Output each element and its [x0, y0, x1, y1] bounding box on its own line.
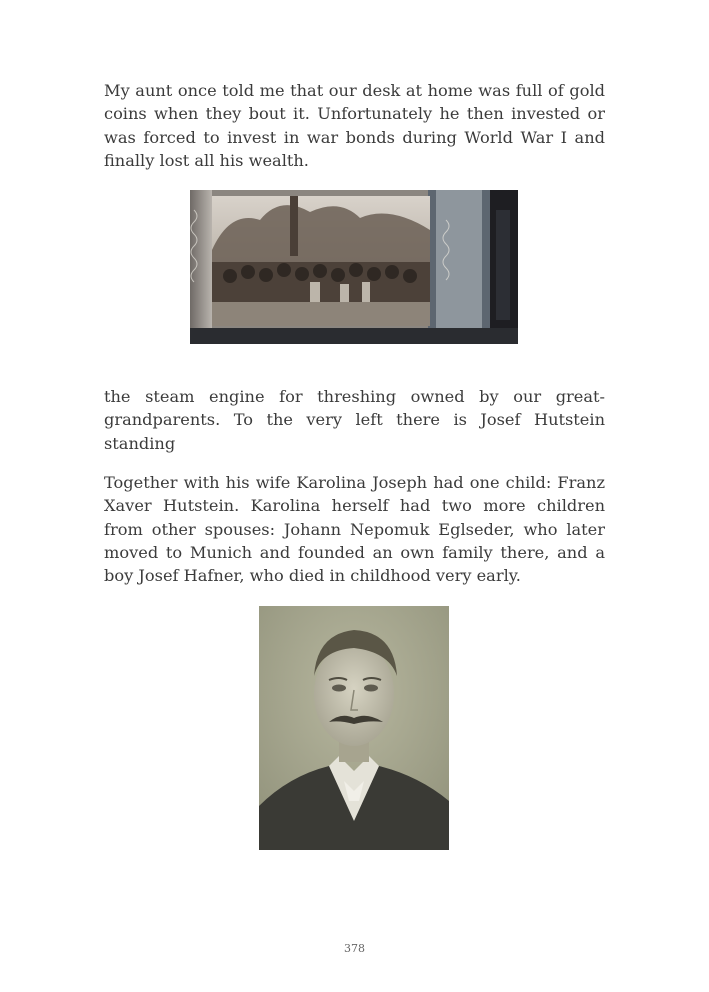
paragraph-steam-engine-caption: the steam engine for threshing owned by our great-grandparents. To the very left there is Josef Hutstein standing	[104, 387, 605, 453]
portrait-photo-icon	[259, 606, 449, 850]
paragraph-karolina-children: Together with his wife Karolina Joseph had one child: Franz Xaver Hutstein. Karolina herself had two more children from other spouses: Johann Nepomuk Eglseder, who later moved to Munich and founded an own family there, and a boy Josef Hafner, who died in childhood very early.	[104, 473, 605, 586]
framed-group-photo-icon	[190, 190, 518, 344]
framed-group-photo-image	[190, 190, 518, 344]
page-number: 378	[344, 942, 365, 955]
portrait-photo-image	[259, 606, 449, 850]
paragraph-desk-gold-coins: My aunt once told me that our desk at home was full of gold coins when they bout it. Unfortunately he then invested or was forced to invest in war bonds during World War I and finally lost all his wealth.	[104, 81, 605, 170]
